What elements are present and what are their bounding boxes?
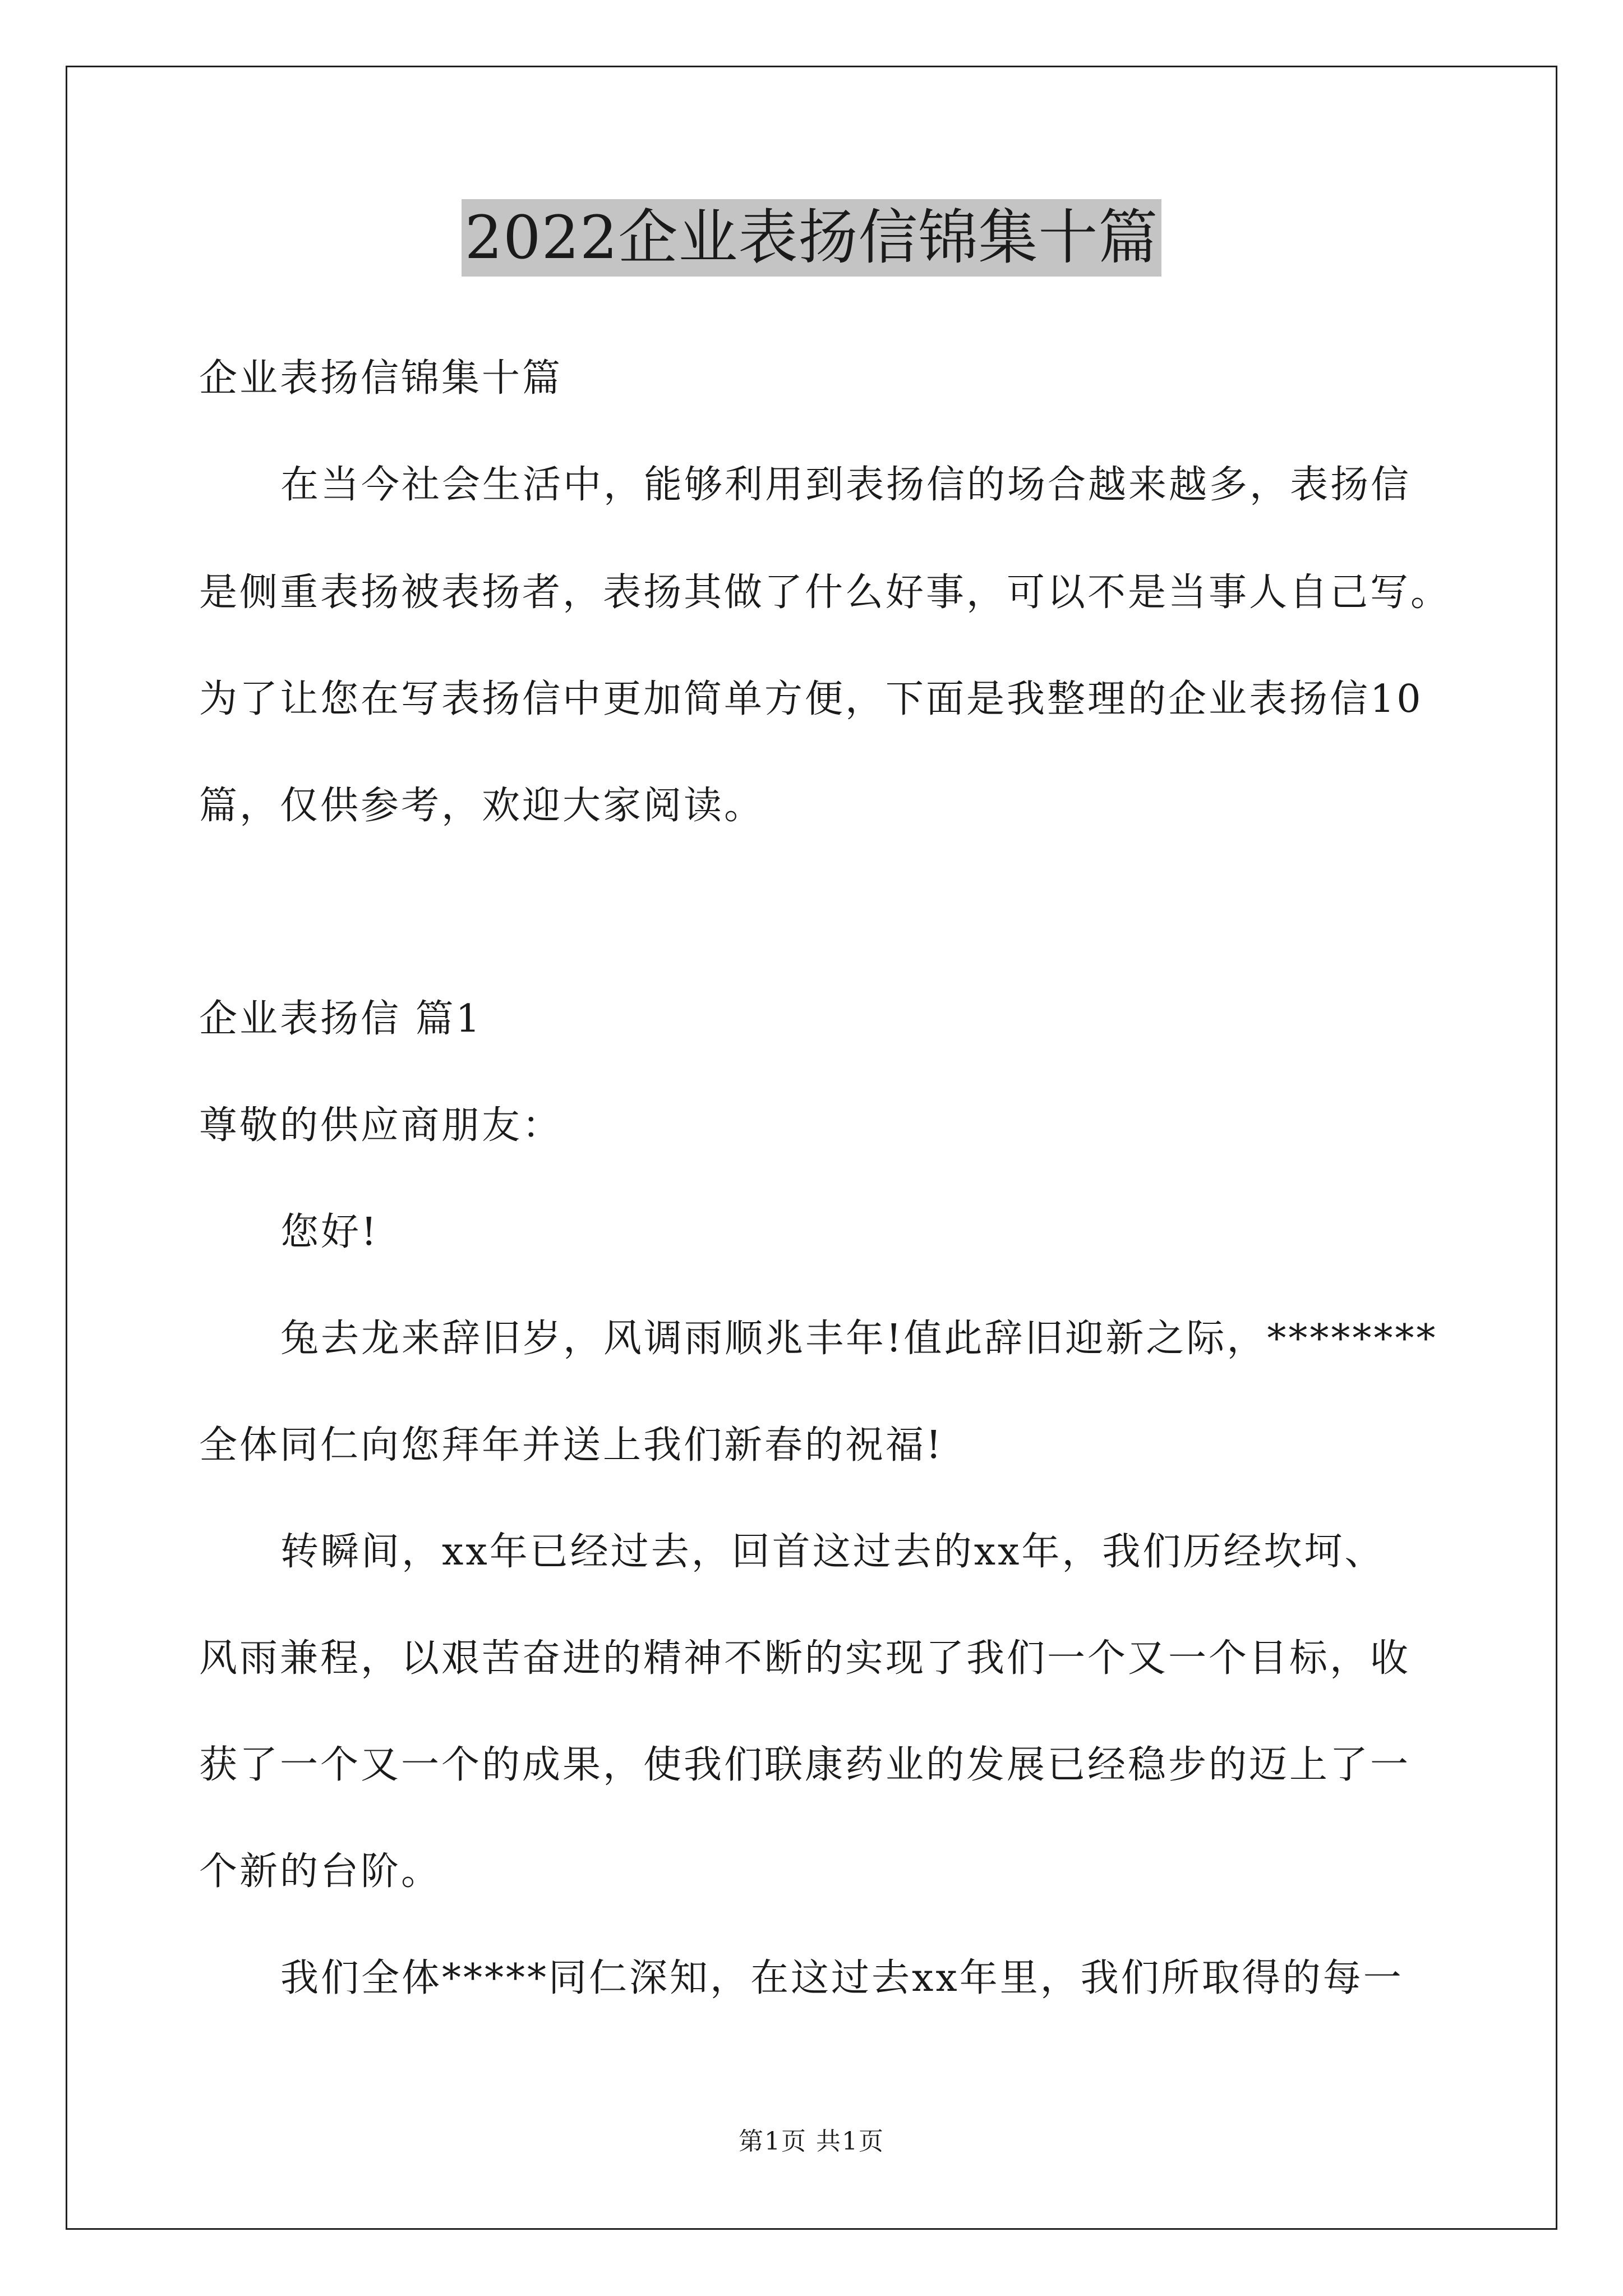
page-footer: 第1页 共1页 — [739, 2127, 884, 2156]
intro-line-2: 是侧重表扬被表扬者，表扬其做了什么好事，可以不是当事人自己写。 — [199, 570, 1451, 615]
section-heading: 企业表扬信 篇1 — [199, 997, 482, 1041]
greeting: 您好! — [280, 1210, 379, 1254]
paragraph2-line-2: 风雨兼程，以艰苦奋进的精神不断的实现了我们一个又一个目标，收 — [199, 1636, 1411, 1681]
paragraph2-line-1: 转瞬间，xx年已经过去，回首这过去的xx年，我们历经坎坷、 — [280, 1530, 1385, 1574]
salutation: 尊敬的供应商朋友： — [199, 1103, 563, 1148]
paragraph3-line-1: 我们全体*****同仁深知，在这过去xx年里，我们所取得的每一 — [280, 1956, 1404, 2000]
intro-line-3: 为了让您在写表扬信中更加简单方便，下面是我整理的企业表扬信10 — [199, 677, 1423, 721]
paragraph1-line-2: 全体同仁向您拜年并送上我们新春的祝福! — [199, 1423, 944, 1467]
document-subtitle: 企业表扬信锦集十篇 — [199, 356, 563, 401]
paragraph2-line-4: 个新的台阶。 — [199, 1849, 442, 1894]
title-container — [0, 199, 1623, 277]
document-title: 2022企业表扬信锦集十篇 — [462, 199, 1162, 277]
paragraph2-line-3: 获了一个又一个的成果，使我们联康药业的发展已经稳步的迈上了一 — [199, 1743, 1411, 1787]
paragraph1-line-1: 兔去龙来辞旧岁，风调雨顺兆丰年!值此辞旧迎新之际，******** — [280, 1317, 1438, 1361]
intro-line-1: 在当今社会生活中，能够利用到表扬信的场合越来越多，表扬信 — [280, 463, 1412, 507]
intro-line-4: 篇，仅供参考，欢迎大家阅读。 — [199, 784, 765, 828]
